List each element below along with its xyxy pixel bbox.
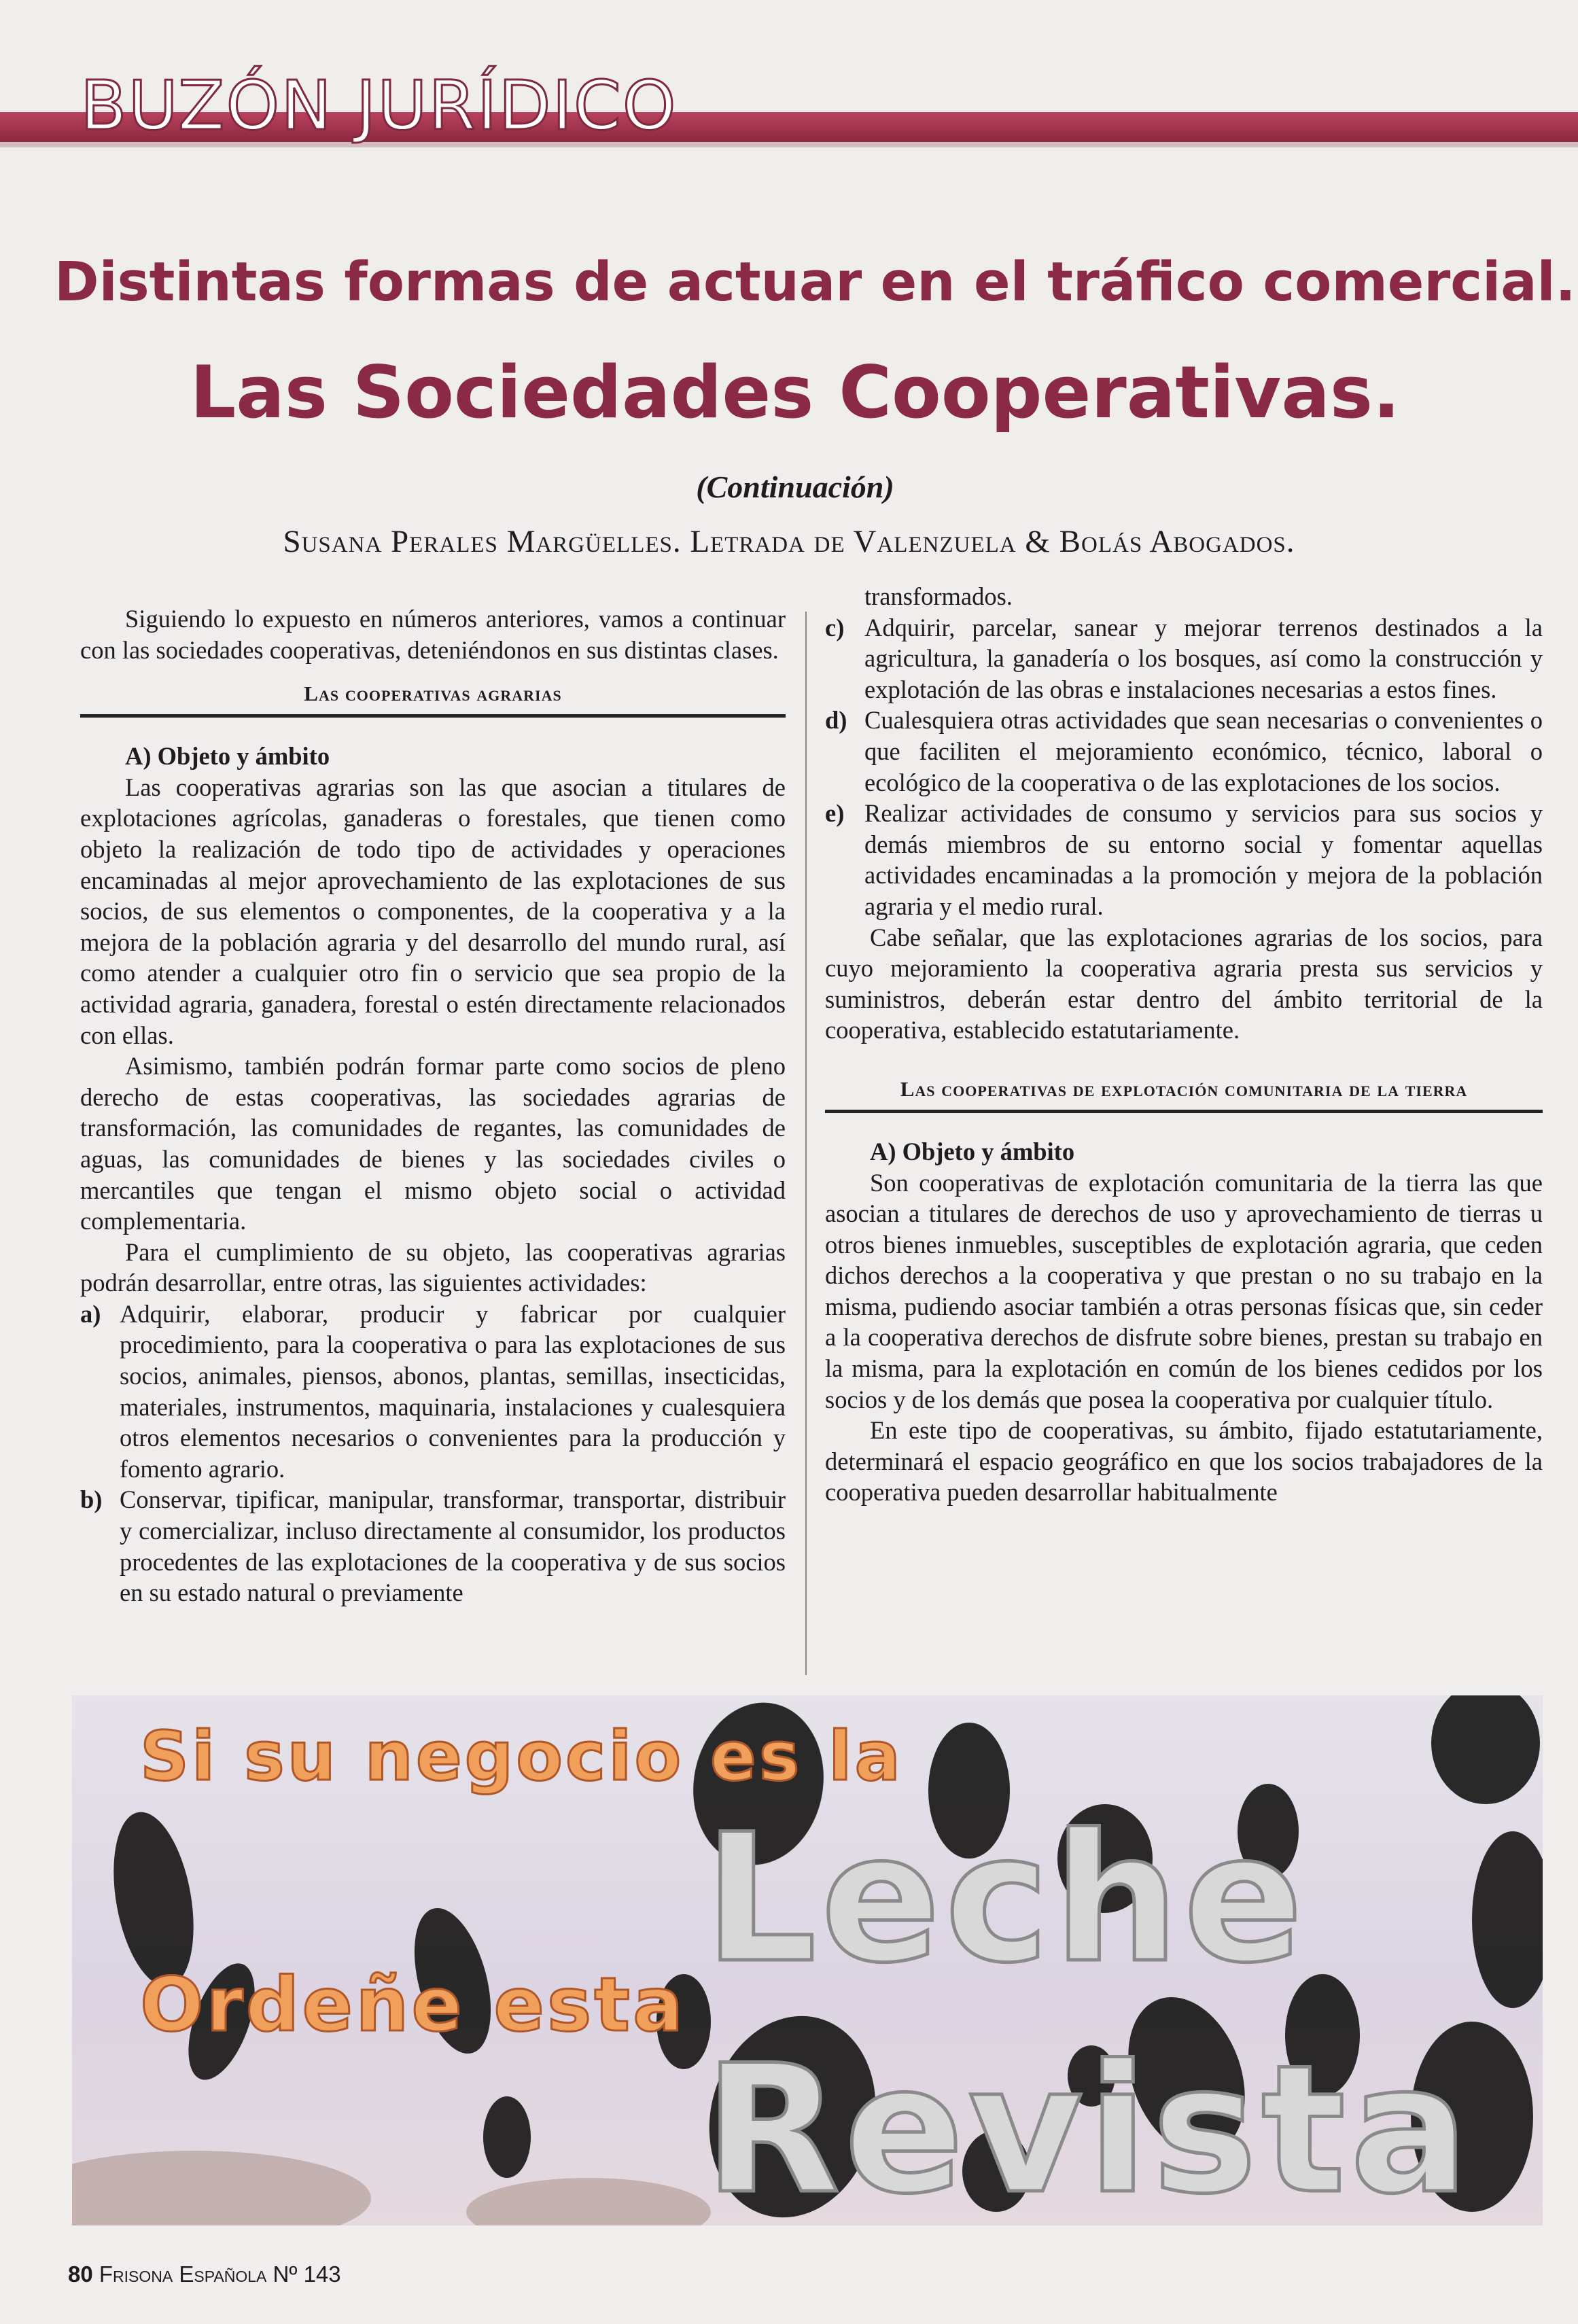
list-item-text: Conservar, tipificar, manipular, transformar, transportar, distribuir y comercializar, incluso directamente al consumidor, los productos procedentes de las explotaciones de la cooperativa y de sus socios en su estado natural o previamente	[120, 1485, 786, 1607]
list-item-text: transformados.	[864, 582, 1013, 610]
right-column	[825, 581, 1543, 1655]
left-column	[80, 603, 786, 1677]
page-number: 80	[68, 2261, 93, 2287]
section-label: BUZÓN JURÍDICO	[80, 66, 678, 145]
paragraph: Para el cumplimiento de su objeto, las cooperativas agrarias podrán desarrollar, entre otras, las siguientes actividades:	[80, 1237, 786, 1297]
list-item-d	[825, 705, 1543, 798]
advertisement-banner	[72, 1695, 1543, 2225]
subheading-objeto-ambito: A) Objeto y ámbito	[870, 1137, 1075, 1165]
advert-word-leche: Leche	[704, 1797, 1308, 2002]
list-item-c	[825, 612, 1543, 705]
paragraph: Cabe señalar, que las explotaciones agrarias de los socios, para cuyo mejoramiento la cooperativa agraria presta sus servicios y suministros, deberán estar dentro del ámbito territorial de la cooperativa, establecido estatutariamente.	[825, 923, 1543, 1044]
list-item-a	[80, 1299, 786, 1485]
list-item-label: d)	[825, 706, 847, 735]
list-item-text: Cualesquiera otras actividades que sean necesarias o convenientes o que faciliten el mejoramiento económico, técnico, laboral o ecológico de la cooperativa o de las explotaciones de los socios.	[864, 706, 1543, 796]
paragraph: En este tipo de cooperativas, su ámbito, fijado estatutariamente, determinará el espacio geográfico en que los socios trabajadores de la cooperativa pueden desarrollar habitualmente	[825, 1416, 1543, 1507]
article-title-line-2: Las Sociedades Cooperativas.	[190, 351, 1401, 434]
article-byline: Susana Perales Margüelles. Letrada de Valenzuela & Bolás Abogados.	[283, 524, 1295, 559]
advert-headline-1: Si su negocio es la	[140, 1716, 903, 1796]
paragraph: Asimismo, también podrán formar parte como socios de pleno derecho de estas cooperativas, las sociedades agrarias de transformación, las comunidades de regantes, las comunidades de aguas, las comunidades de bienes y las sociedades civiles o mercantiles que tengan el mismo objeto social o actividad complementaria.	[80, 1052, 786, 1235]
intro-paragraph: Siguiendo lo expuesto en números anteriores, vamos a continuar con las sociedades cooperativas, deteniéndonos en sus distintas clases.	[80, 605, 786, 664]
article-title-line-1: Distintas formas de actuar en el tráfico comercial.	[54, 251, 1576, 313]
list-item-label: e)	[825, 799, 845, 828]
page-footer	[68, 2261, 341, 2287]
paragraph: Las cooperativas agrarias son las que asocian a titulares de explotaciones agrícolas, ganaderas o forestales, que tienen como objeto la realización de todo tipo de actividades y operaciones encaminadas al mejor aprovechamiento de las explotaciones de sus socios, de sus elementos o componentes, de la cooperativa y a la mejora de la población agraria y del desarrollo del mundo rural, así como atender a cualquier otro fin o servicio que sea propio de la actividad agraria, ganadera, forestal o estén directamente relacionados con ellas.	[80, 773, 786, 1049]
list-item-label: b)	[80, 1485, 103, 1514]
advert-word-revista: Revista	[704, 2028, 1473, 2225]
list-item-b	[80, 1484, 786, 1608]
list-item-text: Adquirir, parcelar, sanear y mejorar terrenos destinados a la agricultura, la ganadería o los bosques, así como la construcción y explotación de las obras e instalaciones necesarias a estos fines.	[864, 613, 1543, 703]
publication-name: Frisona Española Nº 143	[99, 2261, 341, 2287]
list-item-label: c)	[825, 613, 845, 641]
list-item-label: a)	[80, 1299, 101, 1328]
list-item-b-continued	[825, 581, 1543, 612]
list-item-text: Realizar actividades de consumo y servicios para sus socios y demás miembros de su entorno social y fomentar aquellas actividades encaminadas a la promoción y mejora de la población agraria y el medio rural.	[864, 799, 1543, 920]
section-heading-agrarias: Las cooperativas agrarias	[80, 680, 786, 718]
column-divider	[805, 612, 807, 1675]
paragraph: Son cooperativas de explotación comunitaria de la tierra las que asocian a titulares de derechos de uso y aprovechamiento de tierras u otros bienes inmuebles, susceptibles de explotación agraria, que ceden dichos derechos a la cooperativa y que prestan o no su trabajo en la misma, pudiendo asociar también a otras personas físicas que, sin ceder a la cooperativa derechos de disfrute sobre bienes, prestan su trabajo en la misma, para la explotación en común de los bienes cedidos por los socios y de los demás que posea la cooperativa por cualquier título.	[825, 1168, 1543, 1413]
list-item-e	[825, 798, 1543, 921]
subheading-objeto-ambito: A) Objeto y ámbito	[125, 742, 330, 771]
list-item-text: Adquirir, elaborar, producir y fabricar por cualquier procedimiento, para la cooperativa o para las explotaciones de sus socios, animales, piensos, abonos, plantas, semillas, insecticidas, materiales, instrumentos, maquinaria, instalaciones y cualesquiera otros elementos necesarios o convenientes para la producción y fomento agrario.	[120, 1299, 786, 1483]
advert-headline-2: Ordeñe esta	[140, 1961, 686, 2048]
section-heading-explotacion-comunitaria: Las cooperativas de explotación comunitaria de la tierra	[825, 1076, 1543, 1113]
article-subtitle: (Continuación)	[696, 470, 894, 504]
